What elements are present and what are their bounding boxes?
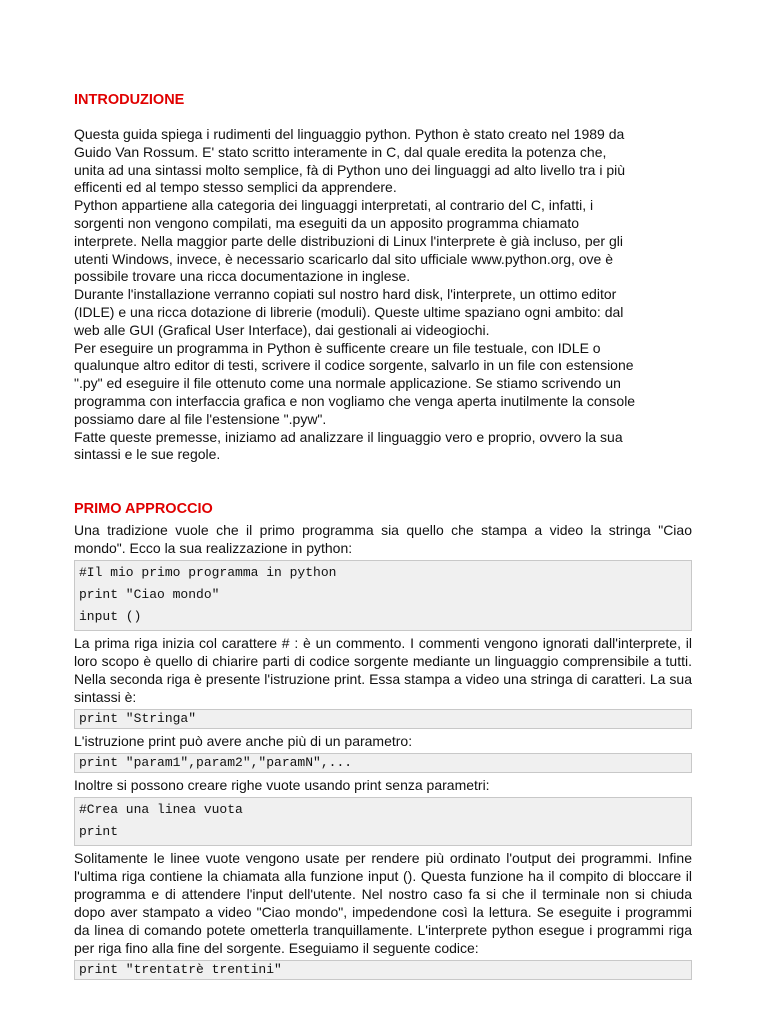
body-paragraph: Solitamente le linee vuote vengono usate per rendere più ordinato l'output dei programmi. Infine l'ultima riga contiene la chiamata alla funzione input (). Questa funzione ha il compito di bloccare il programma e di attendere l'input dell'utente. Nel nostro caso fa si che il terminale non si chiuda dopo aver stampato a video "Ciao mondo", impedendone così la lettura. Se eseguite i programmi da linea di comando potete ometterla tranquillamente. L'interprete python esegue i programmi riga per riga fino alla fine del sorgente. Eseguiamo il seguente codice: (74, 850, 692, 957)
code-line: #Crea una linea vuota (79, 802, 243, 818)
code-block-print-params (74, 753, 692, 773)
intro-paragraph: Durante l'installazione verranno copiati sul nostro hard disk, l'interprete, un ottimo editor (IDLE) e una ricca dotazione di librerie (moduli). Queste ultime spaziano ogni ambito: dal web alle GUI (Grafical User Interface), dai gestionali ai videogiochi. (74, 286, 624, 338)
code-line: print "Stringa" (79, 711, 197, 727)
body-paragraph: Una tradizione vuole che il primo programma sia quello che stampa a video la stringa "Ciao mondo". Ecco la sua realizzazione in python: (74, 522, 692, 557)
code-block-hello-world (74, 560, 692, 631)
body-paragraph: Inoltre si possono creare righe vuote usando print senza parametri: (74, 777, 490, 794)
section-heading-introduzione: INTRODUZIONE (74, 92, 185, 108)
code-line: print "Ciao mondo" (79, 587, 220, 603)
intro-paragraph: Python appartiene alla categoria dei linguaggi interpretati, al contrario del C, infatti, i sorgenti non vengono compilati, ma eseguiti da un apposito programma chiamato interprete. Nella maggior parte delle distribuzioni di Linux l'interprete è già incluso, per gli utenti Windows, invece, è necessario scaricarlo dal sito ufficiale www.python.org, ove è possibile trovare una ricca documentazione in inglese. (74, 197, 623, 285)
body-paragraph: La prima riga inizia col carattere # : è un commento. I commenti vengono ignorati dall'interprete, il loro scopo è quello di chiarire parti di codice sorgente mediante un linguaggio comprensibile a tutti. Nella seconda riga è presente l'istruzione print. Essa stampa a video una stringa di caratteri. La sua sintassi è: (74, 635, 692, 706)
code-line: #Il mio primo programma in python (79, 565, 337, 581)
intro-paragraph: Questa guida spiega i rudimenti del linguaggio python. Python è stato creato nel 1989 da Guido Van Rossum. E' stato scritto interamente in C, dal quale eredita la potenza che, unita ad una sintassi molto semplice, fà di Python uno dei linguaggi ad alto livello tra i più efficenti ed al tempo stesso semplici da apprendere. (74, 126, 625, 196)
introduction-body (74, 126, 692, 464)
body-paragraph: L'istruzione print può avere anche più di un parametro: (74, 733, 413, 750)
code-line: print "trentatrè trentini" (79, 962, 282, 978)
code-line: input () (79, 609, 142, 625)
code-block-empty-line (74, 797, 692, 846)
code-block-trentatre (74, 960, 692, 980)
code-block-print-syntax (74, 709, 692, 729)
code-line: print "param1",param2","paramN",... (79, 755, 353, 771)
intro-paragraph: Fatte queste premesse, iniziamo ad analizzare il linguaggio vero e proprio, ovvero la sua sintassi e le sue regole. (74, 428, 623, 463)
document-page (74, 91, 692, 983)
intro-paragraph: Per eseguire un programma in Python è sufficente creare un file testuale, con IDLE o qualunque altro editor di testi, scrivere il codice sorgente, salvarlo in un file con estensione ".py" ed eseguire il file ottenuto come una normale applicazione. Se stiamo scrivendo un programma con interfaccia grafica e non vogliamo che venga aperta inutilmente la console possiamo dare al file l'estensione ".pyw". (74, 339, 636, 427)
section-heading-primo-approccio: PRIMO APPROCCIO (74, 501, 213, 518)
code-line: print (79, 824, 119, 840)
